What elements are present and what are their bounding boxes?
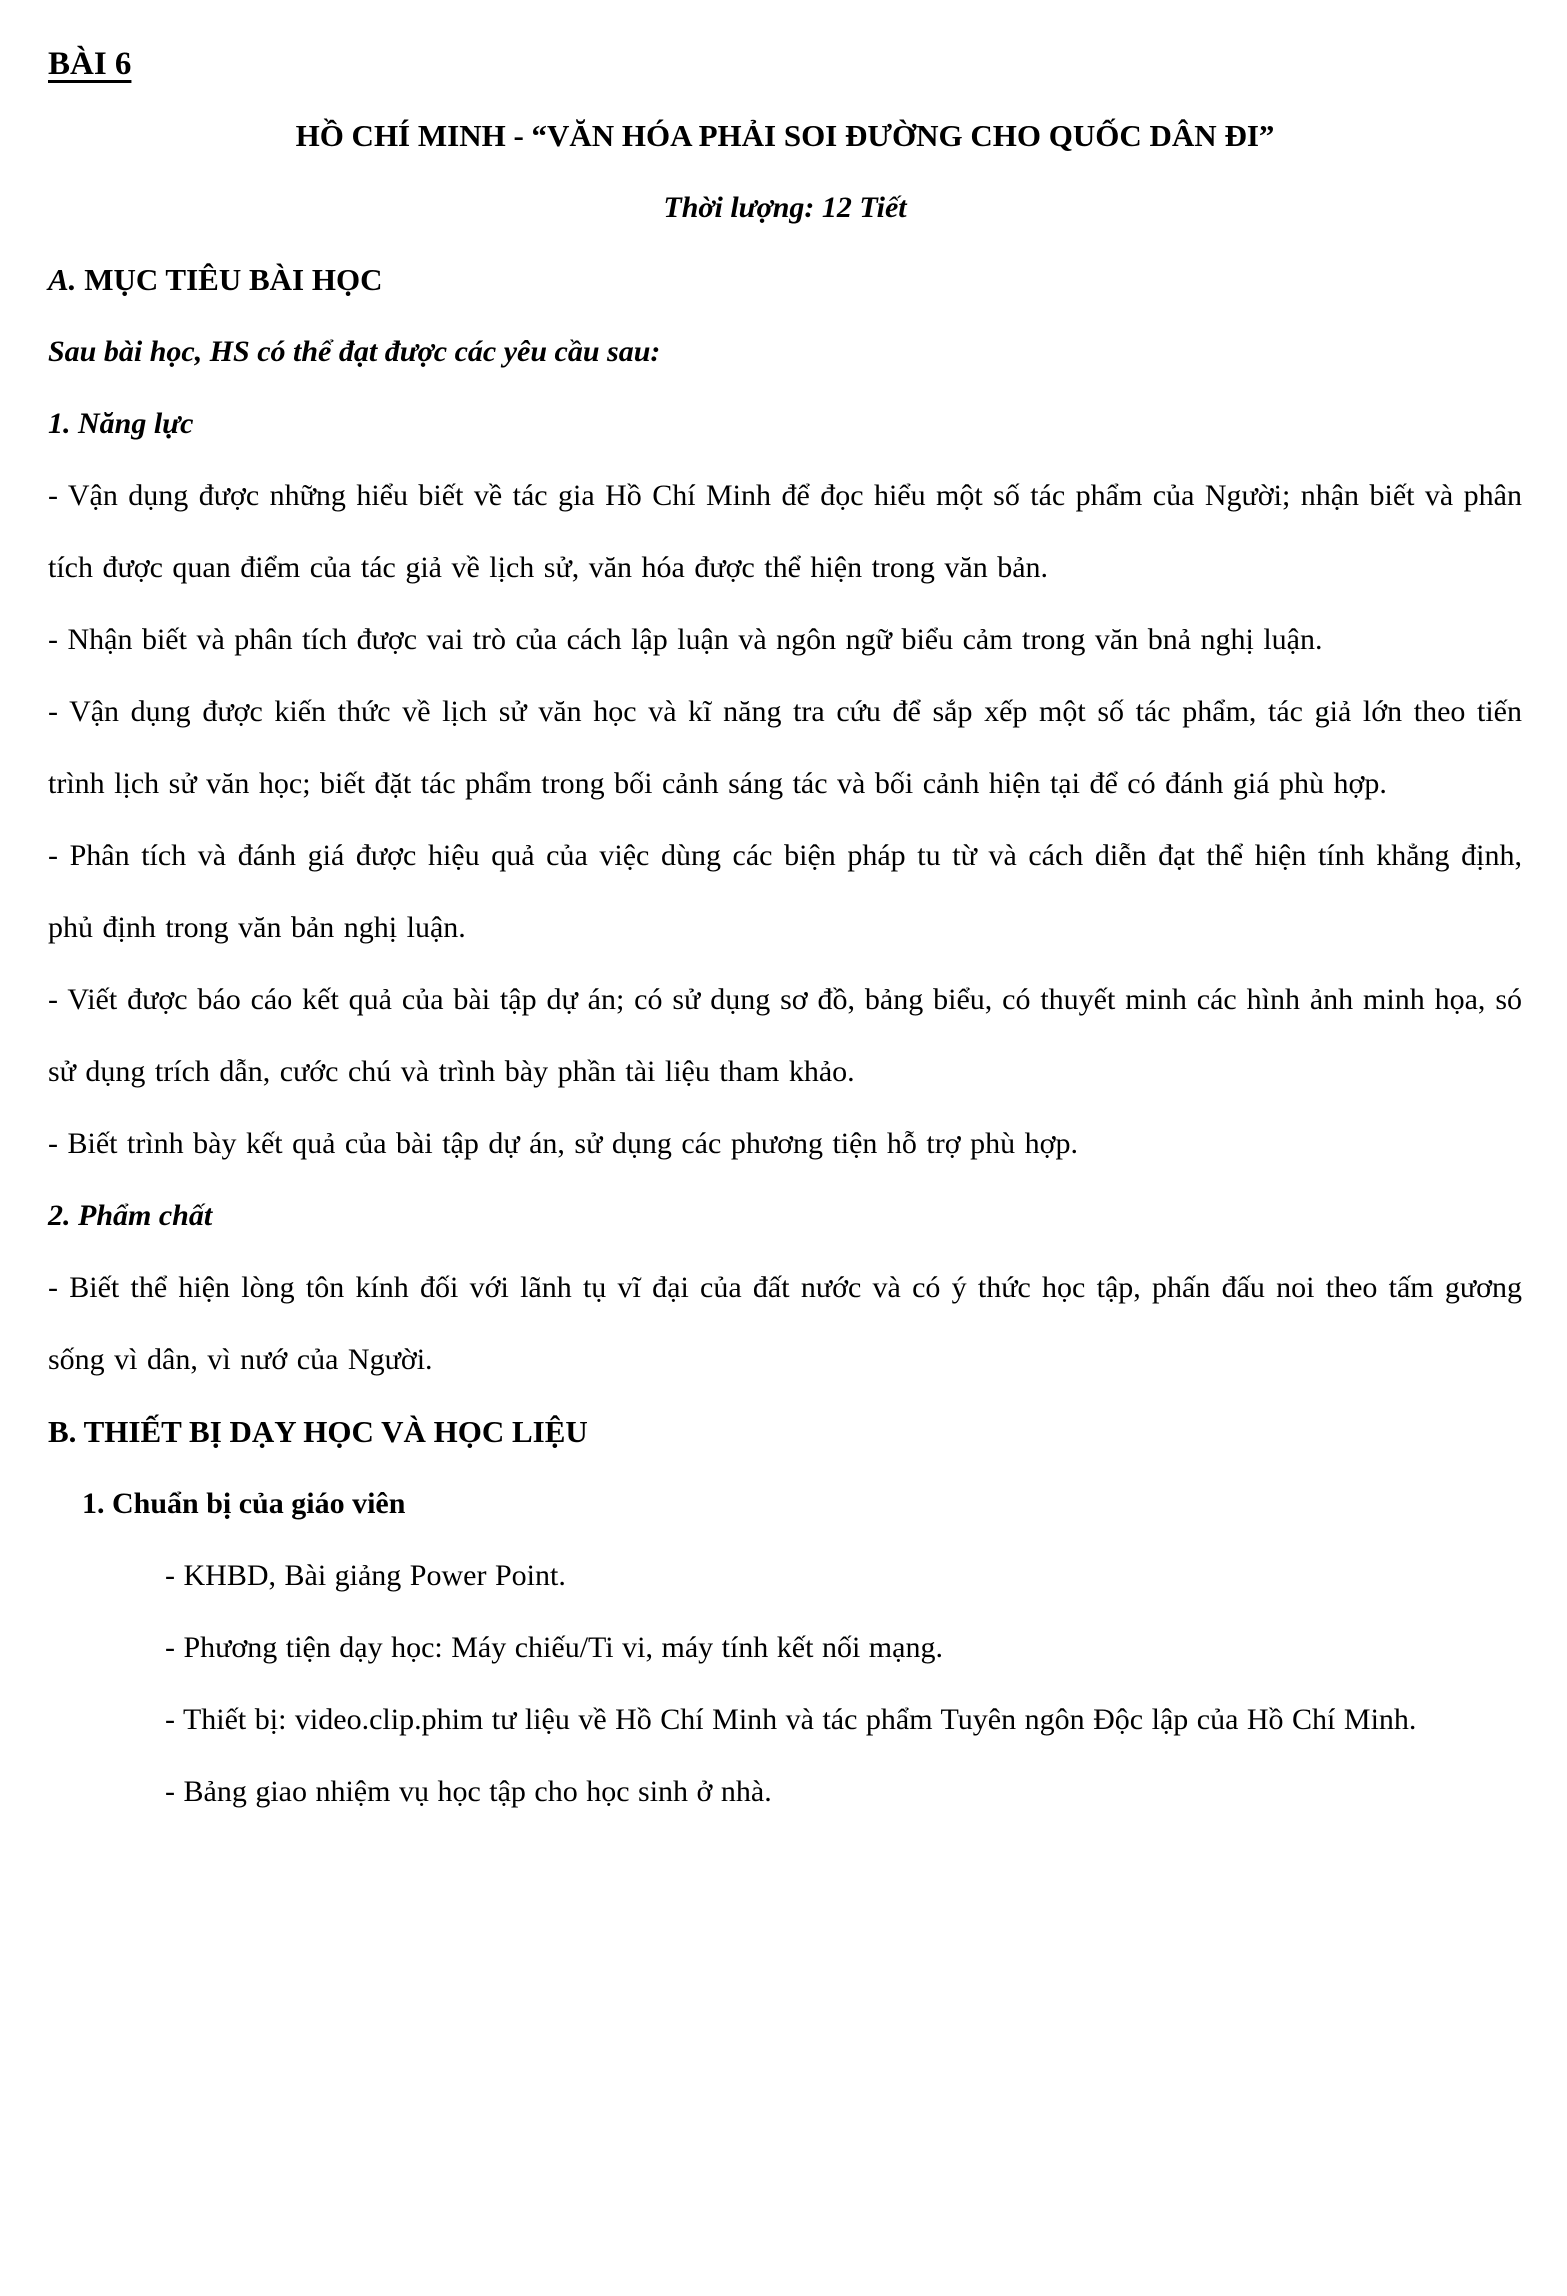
- document-title: HỒ CHÍ MINH - “VĂN HÓA PHẢI SOI ĐƯỜNG CHO QUỐC DÂN ĐI”: [295, 118, 1275, 153]
- teacher-prep-item: - KHBD, Bài giảng Power Point.: [165, 1559, 566, 1592]
- competence-item: - Nhận biết và phân tích được vai trò của cách lập luận và ngôn ngữ biểu cảm trong văn bnả nghị luận.: [48, 623, 1323, 656]
- competence-heading: 1. Năng lực: [48, 407, 194, 440]
- quality-item: - Biết thể hiện lòng tôn kính đối với lãnh tụ vĩ đại của đất nước và có ý thức học tập, phấn đấu noi theo tấm gương sống vì dân, vì nướ của Người.: [48, 1271, 1522, 1376]
- teacher-prep-item: - Bảng giao nhiệm vụ học tập cho học sinh ở nhà.: [165, 1775, 772, 1808]
- competence-item: - Vận dụng được những hiểu biết về tác gia Hồ Chí Minh để đọc hiểu một số tác phẩm của Người; nhận biết và phân tích được quan điểm của tác giả về lịch sử, văn hóa được thể hiện trong văn bản.: [48, 479, 1522, 584]
- quality-heading: 2. Phẩm chất: [48, 1199, 213, 1232]
- section-a-heading: [48, 244, 1522, 316]
- lesson-number-text: BÀI 6: [48, 46, 132, 82]
- teacher-prep-item: - Thiết bị: video.clip.phim tư liệu về Hồ Chí Minh và tác phẩm Tuyên ngôn Độc lập của Hồ Chí Minh.: [165, 1703, 1417, 1736]
- objective-intro: Sau bài học, HS có thể đạt được các yêu cầu sau:: [48, 335, 661, 368]
- section-b-heading: B. THIẾT BỊ DẠY HỌC VÀ HỌC LIỆU: [48, 1414, 588, 1449]
- section-a-label: A.: [48, 262, 77, 297]
- competence-item: - Vận dụng được kiến thức về lịch sử văn học và kĩ năng tra cứu để sắp xếp một số tác phẩm, tác giả lớn theo tiến trình lịch sử văn học; biết đặt tác phẩm trong bối cảnh sáng tác và bối cảnh hiện tại để có đánh giá phù hợp.: [48, 695, 1522, 800]
- competence-item: - Phân tích và đánh giá được hiệu quả của việc dùng các biện pháp tu từ và cách diễn đạt thể hiện tính khẳng định, phủ định trong văn bản nghị luận.: [48, 839, 1522, 944]
- teacher-prep-heading: 1. Chuẩn bị của giáo viên: [82, 1487, 406, 1520]
- competence-item: - Viết được báo cáo kết quả của bài tập dự án; có sử dụng sơ đồ, bảng biểu, có thuyết minh các hình ảnh minh họa, só sử dụng trích dẫn, cước chú và trình bày phần tài liệu tham khảo.: [48, 983, 1522, 1088]
- competence-item: - Biết trình bày kết quả của bài tập dự án, sử dụng các phương tiện hỗ trợ phù hợp.: [48, 1127, 1078, 1160]
- section-a-title: MỤC TIÊU BÀI HỌC: [84, 262, 383, 297]
- lesson-number-heading: [48, 28, 1522, 100]
- duration-line: Thời lượng: 12 Tiết: [663, 191, 907, 224]
- teacher-prep-item: - Phương tiện dạy học: Máy chiếu/Ti vi, máy tính kết nối mạng.: [165, 1631, 943, 1664]
